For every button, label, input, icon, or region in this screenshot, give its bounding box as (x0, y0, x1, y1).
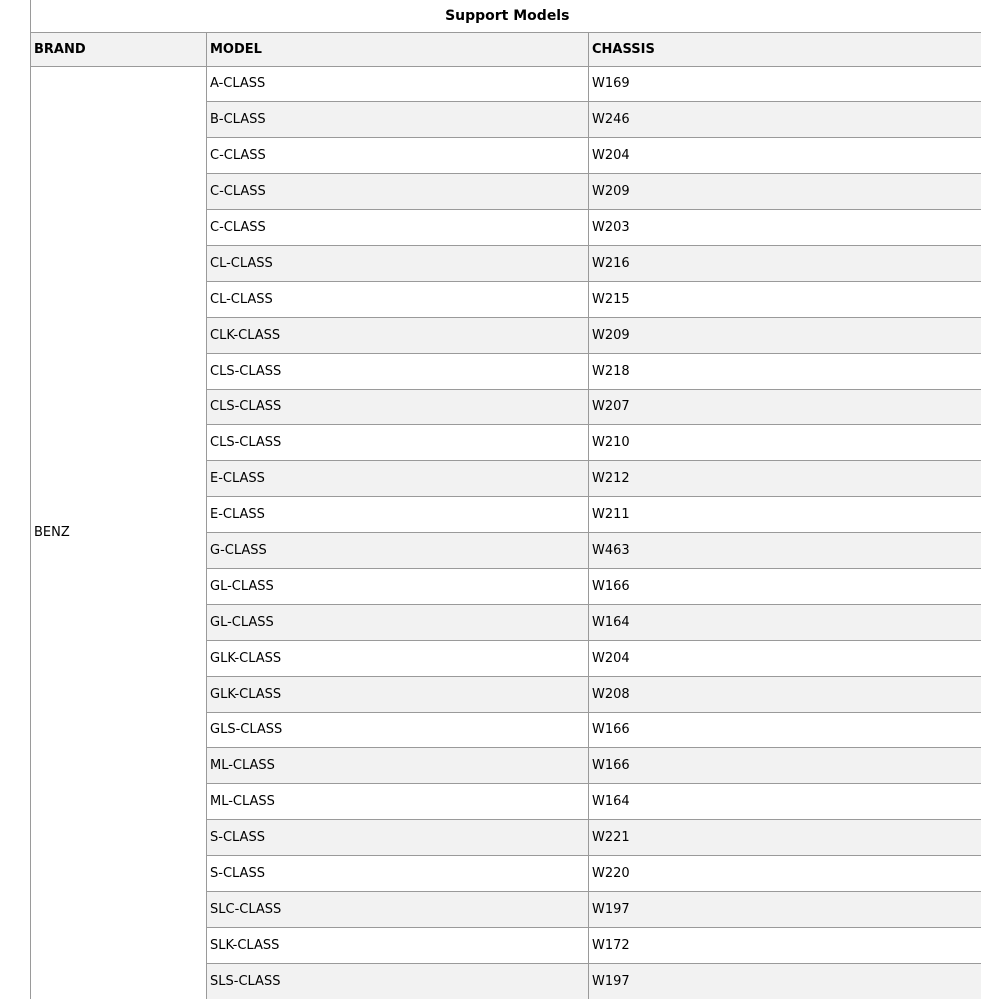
model-cell: CL-CLASS (207, 281, 589, 317)
chassis-cell: W218 (589, 353, 981, 389)
model-cell: B-CLASS (207, 102, 589, 138)
chassis-cell: W166 (589, 568, 981, 604)
chassis-cell: W164 (589, 784, 981, 820)
model-cell: CLK-CLASS (207, 317, 589, 353)
chassis-cell: W204 (589, 640, 981, 676)
model-cell: S-CLASS (207, 820, 589, 856)
chassis-cell: W166 (589, 748, 981, 784)
model-cell: C-CLASS (207, 210, 589, 246)
model-cell: ML-CLASS (207, 784, 589, 820)
model-cell: CLS-CLASS (207, 425, 589, 461)
model-cell: S-CLASS (207, 856, 589, 892)
chassis-cell: W208 (589, 676, 981, 712)
model-cell: GLK-CLASS (207, 676, 589, 712)
chassis-cell: W216 (589, 245, 981, 281)
model-cell: SLC-CLASS (207, 891, 589, 927)
model-cell: E-CLASS (207, 497, 589, 533)
header-model: MODEL (207, 32, 589, 66)
model-cell: CL-CLASS (207, 245, 589, 281)
chassis-cell: W204 (589, 138, 981, 174)
header-chassis: CHASSIS (589, 32, 981, 66)
model-cell: GLK-CLASS (207, 640, 589, 676)
chassis-cell: W463 (589, 533, 981, 569)
model-cell: CLS-CLASS (207, 389, 589, 425)
chassis-cell: W207 (589, 389, 981, 425)
chassis-cell: W210 (589, 425, 981, 461)
support-models-table (30, 0, 981, 999)
model-cell: SLK-CLASS (207, 927, 589, 963)
model-cell: E-CLASS (207, 461, 589, 497)
chassis-cell: W211 (589, 497, 981, 533)
chassis-cell: W212 (589, 461, 981, 497)
model-cell: C-CLASS (207, 138, 589, 174)
model-cell: GLS-CLASS (207, 712, 589, 748)
chassis-cell: W172 (589, 927, 981, 963)
chassis-cell: W197 (589, 963, 981, 999)
table-title: Support Models (31, 0, 981, 32)
chassis-cell: W246 (589, 102, 981, 138)
model-cell: GL-CLASS (207, 568, 589, 604)
model-cell: SLS-CLASS (207, 963, 589, 999)
support-models-table-wrapper (30, 0, 980, 999)
table-body (31, 0, 981, 999)
chassis-cell: W164 (589, 604, 981, 640)
chassis-cell: W169 (589, 66, 981, 102)
model-cell: C-CLASS (207, 174, 589, 210)
header-brand: BRAND (31, 32, 207, 66)
model-cell: ML-CLASS (207, 748, 589, 784)
model-cell: GL-CLASS (207, 604, 589, 640)
model-cell: CLS-CLASS (207, 353, 589, 389)
chassis-cell: W215 (589, 281, 981, 317)
chassis-cell: W197 (589, 891, 981, 927)
chassis-cell: W166 (589, 712, 981, 748)
table-title-row (31, 0, 981, 32)
table-header-row (31, 32, 981, 66)
chassis-cell: W209 (589, 317, 981, 353)
chassis-cell: W220 (589, 856, 981, 892)
table-row (31, 66, 981, 102)
chassis-cell: W221 (589, 820, 981, 856)
brand-cell: BENZ (31, 66, 207, 999)
chassis-cell: W203 (589, 210, 981, 246)
chassis-cell: W209 (589, 174, 981, 210)
model-cell: G-CLASS (207, 533, 589, 569)
model-cell: A-CLASS (207, 66, 589, 102)
